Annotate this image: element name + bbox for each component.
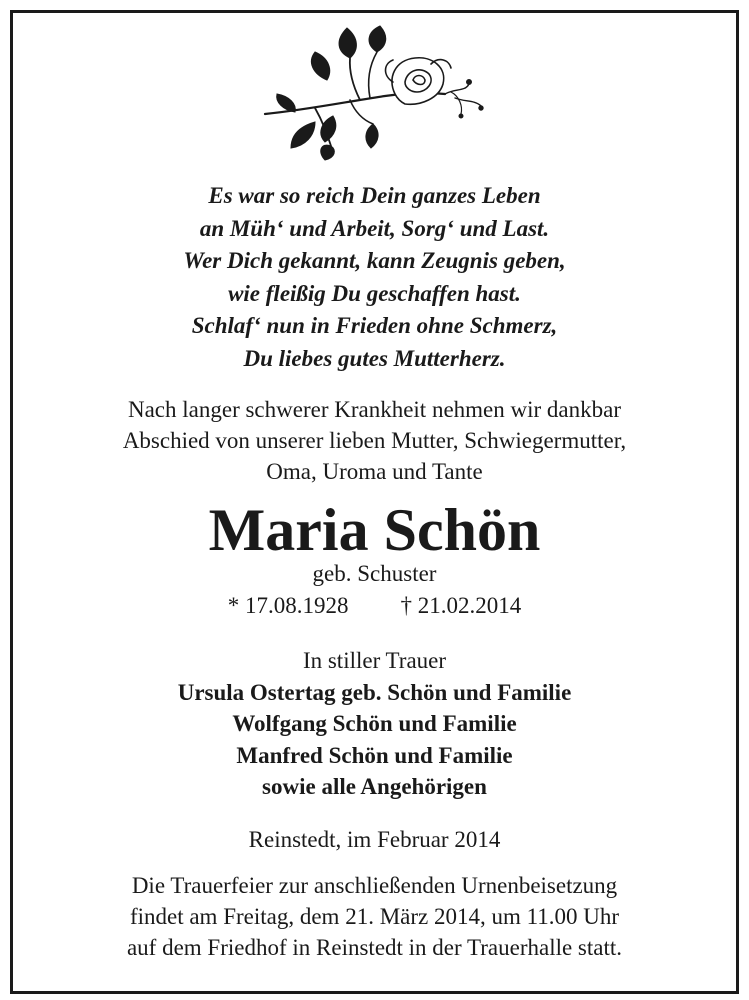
funeral-line: Die Trauerfeier zur anschließenden Urnenbeisetzung (131, 873, 618, 898)
mourner-name: sowie alle Angehörigen (262, 774, 487, 799)
birth-date: * 17.08.1928 (227, 593, 349, 618)
rose-icon (255, 22, 495, 162)
poem-line: Schlaf‘ nun in Frieden ohne Schmerz, (191, 313, 558, 338)
poem-line: wie fleißig Du geschaffen hast. (228, 280, 521, 306)
place-date: Reinstedt, im Februar 2014 (248, 827, 501, 852)
deceased-name: Maria Schön (208, 497, 541, 563)
mourners-block (0, 645, 749, 803)
mourner-name: Manfred Schön und Familie (236, 742, 513, 768)
mourner-name: Wolfgang Schön und Familie (232, 711, 517, 736)
intro-line: Abschied von unserer lieben Mutter, Schwiegermutter, (122, 428, 627, 453)
funeral-line: findet am Freitag, dem 21. März 2014, um 11.00 Uhr (129, 904, 620, 929)
mourners-heading: In stiller Trauer (302, 648, 447, 673)
intro-text (0, 394, 749, 487)
poem-line: an Müh‘ und Arbeit, Sorg‘ und Last. (199, 215, 550, 241)
intro-line: Oma, Uroma und Tante (266, 459, 483, 484)
funeral-info (0, 870, 749, 963)
poem-line: Es war so reich Dein ganzes Leben (208, 183, 541, 208)
poem-verse (0, 180, 749, 375)
death-date: † 21.02.2014 (400, 593, 522, 618)
funeral-line: auf dem Friedhof in Reinstedt in der Trauerhalle statt. (126, 935, 623, 960)
life-dates (0, 592, 749, 620)
poem-line: Wer Dich gekannt, kann Zeugnis geben, (183, 248, 566, 273)
maiden-name: geb. Schuster (312, 561, 437, 586)
intro-line: Nach langer schwerer Krankheit nehmen wir dankbar (127, 397, 621, 422)
poem-line: Du liebes gutes Mutterherz. (243, 345, 506, 371)
mourner-name: Ursula Ostertag geb. Schön und Familie (177, 679, 572, 705)
